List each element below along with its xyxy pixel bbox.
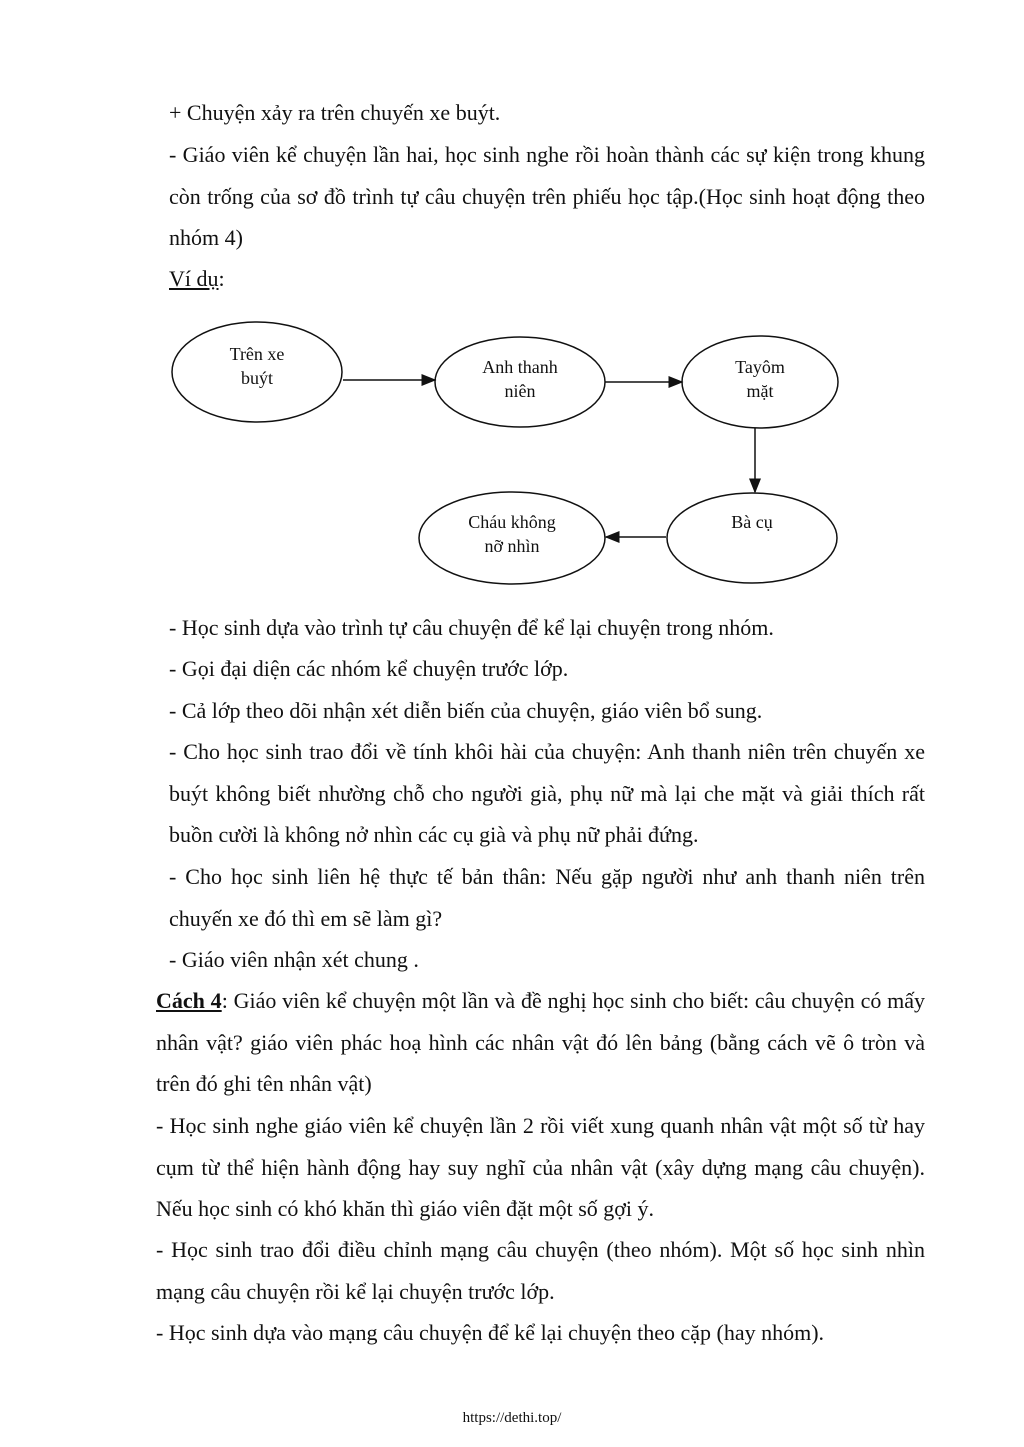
paragraph-group-representative: - Gọi đại diện các nhóm kể chuyện trước lớp.	[169, 656, 569, 681]
paragraph-story-network: - Học sinh nghe giáo viên kể chuyện lần 2 rồi viết xung quanh nhân vật một số từ hay cụm từ thể hiện hành động hay suy nghĩ của nhân vật (xây dựng mạng câu chuyện). Nếu học sinh có khó khăn thì giáo viên đặt một số gợi ý.	[156, 1113, 925, 1221]
node-4-line1: Bà cụ	[731, 512, 773, 532]
paragraph-adjust-network: - Học sinh trao đổi điều chỉnh mạng câu chuyện (theo nhóm). Một số học sinh nhìn mạng câu chuyện rồi kể lại chuyện trước lớp.	[156, 1237, 925, 1304]
example-heading	[169, 258, 925, 300]
paragraph-class-follow: - Cả lớp theo dõi nhận xét diễn biến của chuyện, giáo viên bổ sung.	[169, 698, 763, 723]
node-1-line1: Trên xe	[229, 344, 285, 364]
paragraph-pair-retell: - Học sinh dựa vào mạng câu chuyện để kể lại chuyện theo cặp (hay nhóm).	[156, 1320, 825, 1345]
node-2-line2: niên	[504, 381, 536, 401]
node-5-line2: nỡ nhìn	[484, 536, 540, 556]
method-4-text: : Giáo viên kể chuyện một lần và đề nghị học sinh cho biết: câu chuyện có mấy nhân vật? giáo viên phác hoạ hình các nhân vật đó lên bảng (bằng cách vẽ ô tròn và trên đó ghi tên nhân vật)	[156, 988, 926, 1096]
node-ba-cu	[667, 493, 837, 583]
story-sequence-diagram	[0, 300, 1024, 600]
footer-url: https://dethi.top/	[462, 1410, 562, 1426]
method-4-label: Cách 4	[156, 988, 222, 1013]
node-3-line1: Tayôm	[735, 357, 785, 377]
node-2-line1: Anh thanh	[482, 357, 558, 377]
paragraph-teacher-retell: - Giáo viên kể chuyện lần hai, học sinh nghe rồi hoàn thành các sự kiện trong khung còn trống của sơ đồ trình tự câu chuyện trên phiếu học tập.(Học sinh hoạt động theo nhóm 4)	[169, 142, 925, 250]
paragraph-self-reflection: - Cho học sinh liên hệ thực tế bản thân: Nếu gặp người như anh thanh niên trên chuyến xe đó thì em sẽ làm gì?	[169, 864, 925, 931]
node-1-line2: buýt	[240, 368, 274, 388]
example-colon: :	[218, 266, 225, 291]
paragraph-retell-group: - Học sinh dựa vào trình tự câu chuyện để kể lại chuyện trong nhóm.	[169, 615, 774, 640]
example-label: Ví dụ	[169, 266, 219, 291]
paragraph-method-4	[156, 980, 925, 1105]
paragraph-bus-story: + Chuyện xảy ra trên chuyến xe buýt.	[169, 100, 501, 125]
paragraph-teacher-comment: - Giáo viên nhận xét chung .	[169, 947, 419, 972]
paragraph-humor-discussion: - Cho học sinh trao đổi về tính khôi hài của chuyện: Anh thanh niên trên chuyến xe buýt không biết nhường chỗ cho người già, phụ nữ mà lại che mặt và giải thích rất buồn cười là không nở nhìn các cụ già và phụ nữ phải đứng.	[169, 739, 925, 847]
node-3-line2: mặt	[746, 381, 774, 401]
node-5-line1: Cháu không	[468, 512, 556, 532]
